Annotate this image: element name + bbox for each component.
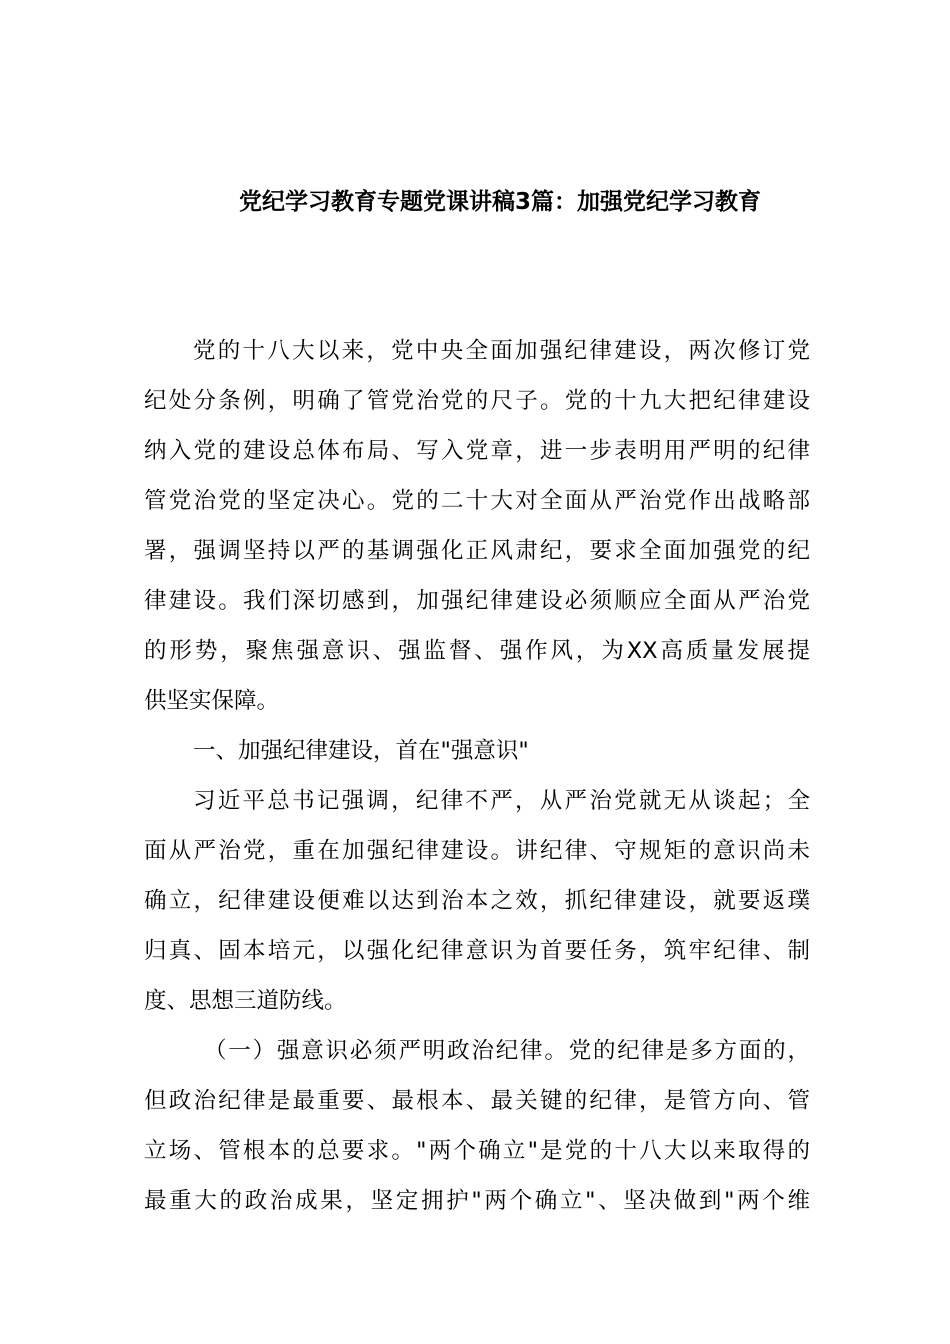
text-line: 一、加强纪律建设，首在"强意识"	[193, 738, 529, 764]
text-line: 但政治纪律是最重要、最根本、最关键的纪律，是管方向、管	[144, 1088, 810, 1114]
text-line: 署，强调坚持以严的基调强化正风肃纪，要求全面加强党的纪	[144, 538, 810, 564]
text-line: 纳入党的建设总体布局、写入党章，进一步表明用严明的纪律	[144, 438, 810, 464]
text-line: 纪处分条例，明确了管党治党的尺子。党的十九大把纪律建设	[144, 388, 810, 414]
document-title: 党纪学习教育专题党课讲稿3篇：加强党纪学习教育	[238, 189, 761, 215]
text-line: 供坚实保障。	[144, 688, 280, 714]
text-line: 确立，纪律建设便难以达到治本之效，抓纪律建设，就要返璞	[144, 888, 810, 914]
text-line: 度、思想三道防线。	[144, 988, 347, 1014]
section-heading	[144, 726, 810, 776]
text-line: 立场、管根本的总要求。"两个确立"是党的十八大以来取得的	[144, 1138, 810, 1164]
text-line: 最重大的政治成果，坚定拥护"两个确立"、坚决做到"两个维	[144, 1188, 810, 1214]
text-line: 的形势，聚焦强意识、强监督、强作风，为XX高质量发展提	[144, 638, 810, 664]
text-line: 习近平总书记强调，纪律不严，从严治党就无从谈起；全	[193, 788, 810, 814]
text-line: （一）强意识必须严明政治纪律。党的纪律是多方面的，	[204, 1038, 810, 1064]
text-line: 管党治党的坚定决心。党的二十大对全面从严治党作出战略部	[144, 488, 810, 514]
text-line: 归真、固本培元，以强化纪律意识为首要任务，筑牢纪律、制	[144, 938, 810, 964]
paragraph-section-one	[144, 776, 810, 1026]
document-body	[144, 326, 810, 1226]
paragraph-subsection-one	[144, 1026, 810, 1226]
text-line: 律建设。我们深切感到，加强纪律建设必须顺应全面从严治党	[144, 588, 810, 614]
text-line: 面从严治党，重在加强纪律建设。讲纪律、守规矩的意识尚未	[144, 838, 810, 864]
text-line: 党的十八大以来，党中央全面加强纪律建设，两次修订党	[193, 338, 810, 364]
paragraph-intro	[144, 326, 810, 726]
